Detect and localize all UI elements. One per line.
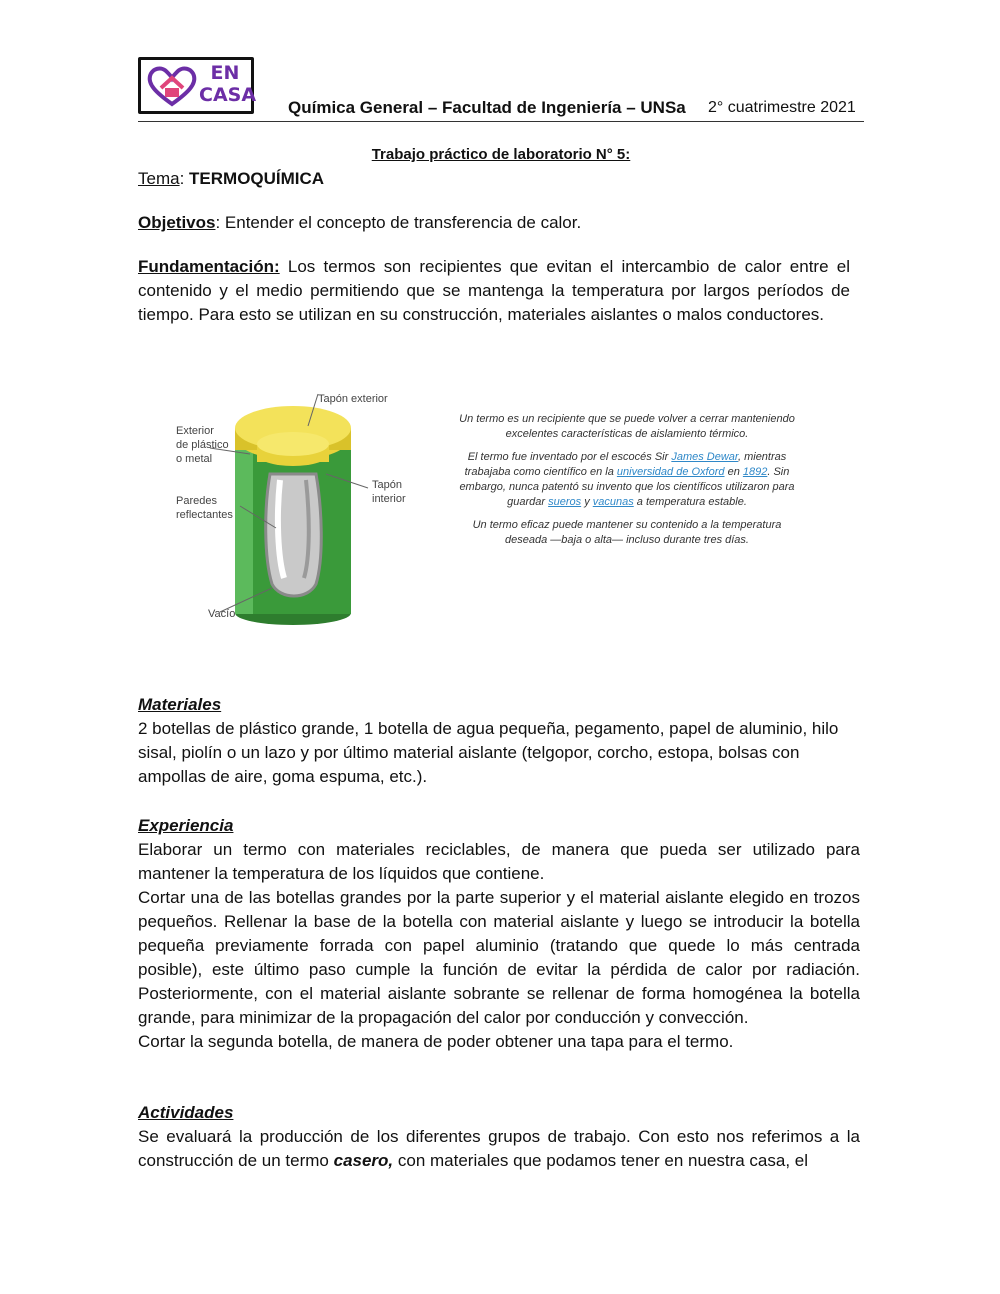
caption-p2-text-e: y bbox=[581, 496, 593, 508]
link-vacunas[interactable]: vacunas bbox=[592, 496, 634, 508]
header-title: Química General – Facultad de Ingeniería – UNSa bbox=[288, 98, 686, 117]
tema-separator: : bbox=[179, 169, 190, 188]
tema-value: TERMOQUÍMICA bbox=[189, 169, 325, 188]
document-title: Trabajo práctico de laboratorio N° 5: bbox=[371, 146, 631, 163]
fundamentacion-text: Los termos son recipientes que evitan el intercambio de calor entre el contenido y el medio permitiendo que se mantenga la temperatura por largos períodos de tiempo. Para esto se utilizan en su construcción, materiales aislantes o malos conductores. bbox=[138, 257, 850, 324]
experiencia-body bbox=[138, 838, 860, 1054]
thermos-caption bbox=[452, 412, 802, 556]
label-paredes bbox=[176, 494, 233, 522]
fundamentacion-paragraph bbox=[138, 255, 850, 327]
experiencia-paragraph-3: Cortar la segunda botella, de manera de poder obtener una tapa para el termo. bbox=[138, 1032, 734, 1051]
caption-p2-text-f: a temperatura estable. bbox=[633, 496, 747, 508]
heart-house-icon bbox=[145, 64, 199, 108]
tema-label: Tema bbox=[138, 169, 180, 188]
label-tapon-interior-line2: interior bbox=[372, 493, 406, 505]
caption-paragraph-3: Un termo eficaz puede mantener su contenido a la temperatura deseada —baja o alta— incluso durante tres días. bbox=[472, 519, 782, 546]
label-tapon-exterior: Tapón exterior bbox=[318, 393, 388, 405]
label-vacio: Vacío bbox=[208, 608, 236, 620]
logo-text-en: EN bbox=[210, 62, 240, 84]
link-james-dewar[interactable]: James Dewar bbox=[671, 451, 738, 463]
caption-p2-text-c: en bbox=[724, 466, 743, 478]
objetivos-label: Objetivos bbox=[138, 213, 216, 232]
header-term: 2° cuatrimestre 2021 bbox=[708, 99, 856, 116]
link-sueros[interactable]: sueros bbox=[548, 496, 582, 508]
link-universidad-oxford[interactable]: universidad de Oxford bbox=[616, 466, 725, 478]
actividades-heading: Actividades bbox=[138, 1103, 234, 1122]
caption-p2-text-d: . Sin embargo, nunca patentó su invento que los científicos utilizaron para guardar bbox=[459, 466, 795, 508]
label-exterior-line3: o metal bbox=[176, 453, 213, 465]
materiales-text: 2 botellas de plástico grande, 1 botella de agua pequeña, pegamento, papel de aluminio, hilo sisal, piolín o un lazo y por último material aislante (telgopor, corcho, estopa, bolsas con ampollas de aire, goma espuma, etc.). bbox=[138, 719, 839, 786]
objetivos-line bbox=[138, 211, 864, 235]
caption-p2-text-a: El termo fue inventado por el escocés Sir bbox=[467, 451, 672, 463]
header-divider bbox=[138, 121, 864, 122]
tema-line bbox=[138, 167, 324, 191]
actividades-text-b: con materiales que podamos tener en nuestra casa, el bbox=[393, 1151, 809, 1170]
en-casa-logo bbox=[138, 57, 257, 114]
objetivos-text: : Entender el concepto de transferencia de calor. bbox=[215, 213, 582, 232]
label-exterior-line2: de plástico bbox=[176, 439, 229, 451]
fundamentacion-label: Fundamentación: bbox=[138, 257, 280, 276]
actividades-casero: casero, bbox=[333, 1151, 394, 1170]
experiencia-paragraph-2: Cortar una de las botellas grandes por la parte superior y el material aislante elegido en trozos pequeños. Rellenar la base de la botella con material aislante y luego se introducir la botella pequeña previamente forrada con papel aluminio (tratando que quede lo más centrada posible), este último paso cumple la función de evitar la pérdida de calor por radiación. Posteriormente, con el material aislante sobrante se rellenar de forma homogénea la botella grande, para minimizar de la propagación del calor por conducción y convección. bbox=[138, 888, 860, 1027]
label-exterior bbox=[176, 424, 229, 466]
link-1892[interactable]: 1892 bbox=[742, 466, 768, 478]
experiencia-paragraph-1: Elaborar un termo con materiales reciclables, de manera que pueda ser utilizado para mantener la temperatura de los líquidos que contiene. bbox=[138, 840, 860, 883]
actividades-text-a: Se evaluará la producción de los diferentes grupos de trabajo. Con esto nos referimos a la construcción de un termo bbox=[138, 1127, 860, 1170]
label-paredes-line1: Paredes bbox=[176, 495, 217, 507]
logo-text-casa: CASA bbox=[199, 84, 257, 106]
label-exterior-line1: Exterior bbox=[176, 425, 214, 437]
experiencia-heading: Experiencia bbox=[138, 816, 234, 835]
caption-paragraph-1: Un termo es un recipiente que se puede volver a cerrar manteniendo excelentes características de aislamiento térmico. bbox=[459, 413, 795, 440]
actividades-text bbox=[138, 1125, 860, 1173]
label-tapon-interior bbox=[372, 478, 406, 506]
label-paredes-line2: reflectantes bbox=[176, 509, 233, 521]
label-tapon-interior-line1: Tapón bbox=[372, 479, 402, 491]
caption-paragraph-2 bbox=[452, 450, 802, 510]
caption-p2-text-b: , mientras trabajaba como científico en la bbox=[464, 451, 787, 478]
materiales-heading: Materiales bbox=[138, 695, 222, 714]
